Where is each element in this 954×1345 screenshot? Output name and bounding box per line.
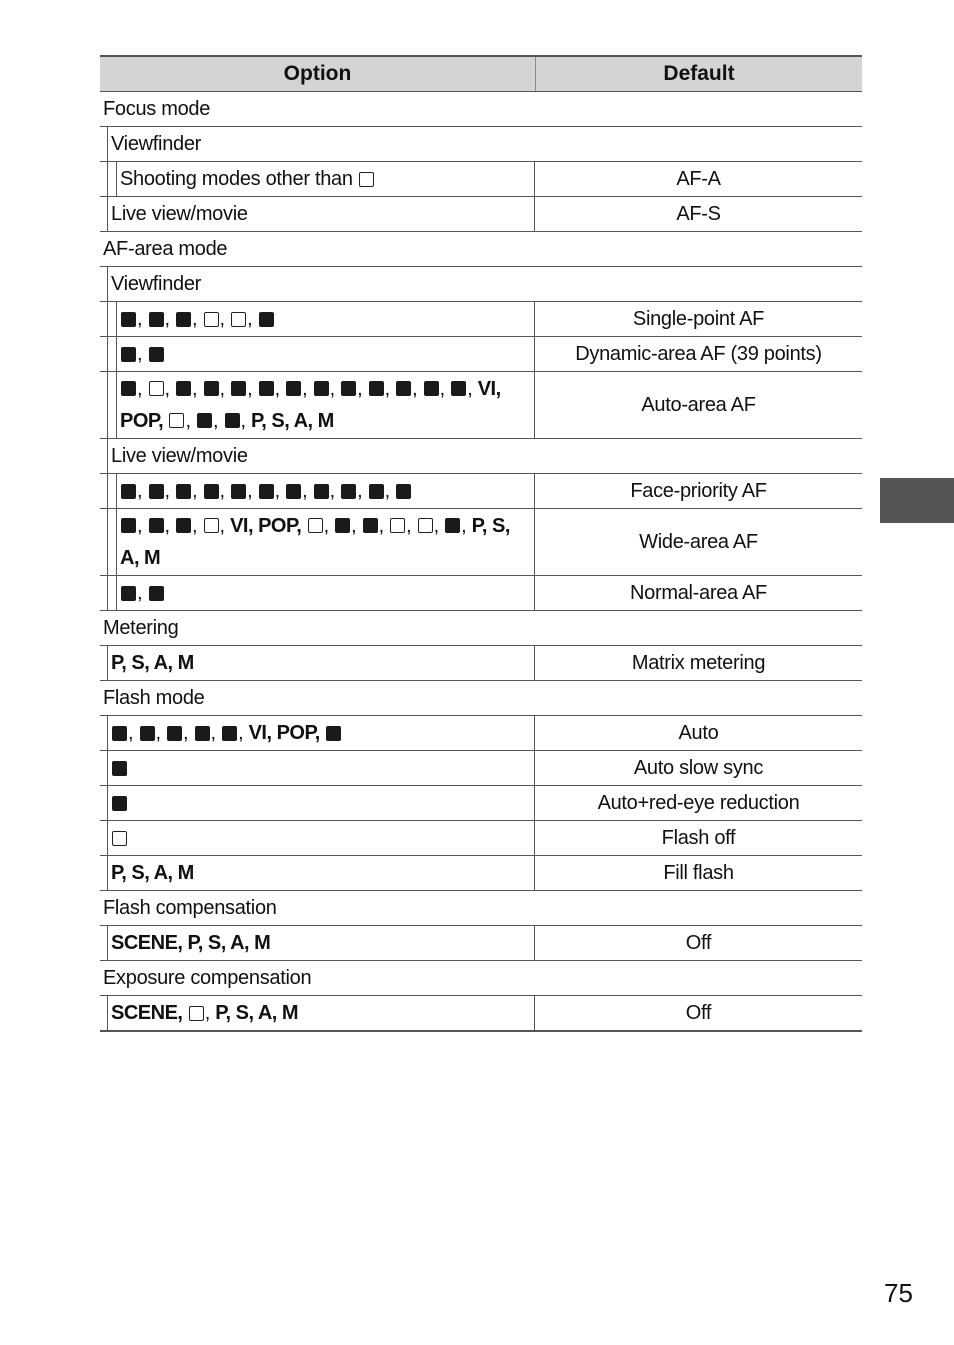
photo-illustration-icon	[308, 518, 323, 533]
photo-illustration-icon	[169, 413, 184, 428]
night-landscape-icon	[149, 518, 164, 533]
mode-text: P, S, A, M	[251, 410, 334, 432]
mode-text: A, M	[120, 547, 161, 569]
pet-portrait-icon	[176, 518, 191, 533]
section-flash-mode	[100, 681, 862, 716]
night-vision-icon	[451, 381, 466, 396]
high-key-icon	[231, 312, 246, 327]
night-landscape-icon	[286, 381, 301, 396]
party-indoor-icon	[112, 796, 127, 811]
night-portrait-icon	[204, 484, 219, 499]
mode-text: P, S, A, M	[215, 1002, 299, 1024]
table-row	[100, 786, 862, 821]
mode-text: P, S,	[471, 515, 510, 537]
settings-default-table	[100, 55, 862, 1032]
table-row: , Dynamic-area AF (39 points)	[100, 337, 862, 372]
row-value: Auto slow sync	[633, 756, 764, 779]
photo-illustration-icon	[112, 831, 127, 846]
child-icon	[176, 484, 191, 499]
table-header	[100, 57, 862, 92]
close-up-icon	[195, 726, 210, 741]
dusk-dawn-icon	[369, 381, 384, 396]
autumn-colors-icon	[369, 484, 384, 499]
header-option: Option	[100, 57, 536, 91]
mode-text: SCENE,	[111, 1002, 183, 1024]
auto-mode-icon	[121, 381, 136, 396]
selective-color-icon	[225, 413, 240, 428]
mode-text: POP,	[120, 410, 164, 432]
chapter-tab-marker	[880, 478, 954, 523]
row-value: Fill flash	[663, 861, 734, 884]
toy-camera-icon	[335, 518, 350, 533]
auto-flash-off-icon	[359, 172, 374, 187]
mode-text: SCENE, P, S, A, M	[111, 932, 271, 954]
row-value: Off	[685, 931, 712, 954]
table-row	[100, 162, 862, 197]
table-row: , , , , , , , , , , , , , VI, POP, , , , P, S, A, M Auto-area AF	[100, 372, 862, 439]
close-up-icon	[121, 312, 136, 327]
sunset-icon	[341, 381, 356, 396]
portrait-icon	[121, 484, 136, 499]
row-text: Shooting modes other than	[120, 168, 353, 190]
portrait-icon	[176, 381, 191, 396]
subsection-viewfinder	[100, 267, 862, 302]
subsection-label: Live view/movie	[111, 444, 248, 467]
toy-camera-icon	[197, 413, 212, 428]
blossom-icon	[424, 381, 439, 396]
blossom-icon	[396, 484, 411, 499]
subsection-viewfinder	[100, 127, 862, 162]
row-value: Dynamic-area AF (39 points)	[575, 342, 822, 365]
section-exposure-compensation	[100, 961, 862, 996]
section-label: Focus mode	[103, 97, 211, 120]
low-key-icon	[259, 312, 274, 327]
table-row: , , , , , , , , , , Face-priority AF	[100, 474, 862, 509]
table-row: , , , , , Single-point AF	[100, 302, 862, 337]
table-row	[100, 821, 862, 856]
table-row: , , , , VI, POP, , , , , , , P, S, A, M Wide-area AF	[100, 509, 862, 576]
beach-icon	[259, 484, 274, 499]
high-key-icon	[418, 518, 433, 533]
beach-snow-icon	[390, 518, 405, 533]
header-default: Default	[663, 62, 735, 85]
candlelight-icon	[341, 484, 356, 499]
subsection-label: Viewfinder	[111, 132, 202, 155]
autumn-colors-icon	[396, 381, 411, 396]
table-row: , , , , , VI, POP, Auto	[100, 716, 862, 751]
table-row	[100, 926, 862, 961]
auto-flash-off-icon	[189, 1006, 204, 1021]
selective-color-icon	[363, 518, 378, 533]
section-label: Exposure compensation	[103, 966, 312, 989]
auto-flash-off-icon	[204, 518, 219, 533]
mode-text: VI, POP,	[248, 722, 320, 744]
section-label: Flash mode	[103, 686, 205, 709]
food-icon	[149, 586, 164, 601]
pet-portrait-icon	[149, 347, 164, 362]
row-value: Single-point AF	[632, 307, 765, 330]
row-value: Normal-area AF	[630, 581, 767, 604]
table-row: SCENE, , P, S, A, M Off	[100, 996, 862, 1030]
row-value: AF-A	[676, 167, 721, 190]
section-metering	[100, 611, 862, 646]
section-af-area-mode	[100, 232, 862, 267]
table-row	[100, 197, 862, 232]
page-number: 75	[884, 1278, 913, 1308]
row-value: Flash off	[661, 826, 736, 849]
row-value: Auto-area AF	[641, 393, 756, 416]
section-label: AF-area mode	[103, 237, 228, 260]
child-icon	[231, 381, 246, 396]
flash-off-mode-icon	[149, 381, 164, 396]
row-value: Wide-area AF	[639, 530, 758, 553]
candlelight-icon	[149, 312, 164, 327]
dusk-dawn-icon	[314, 484, 329, 499]
low-key-icon	[445, 518, 460, 533]
auto-mode-icon	[112, 726, 127, 741]
party-indoor-icon	[231, 484, 246, 499]
row-value: Auto	[678, 721, 719, 744]
table-row: , Normal-area AF	[100, 576, 862, 611]
table-row	[100, 751, 862, 786]
portrait-icon	[140, 726, 155, 741]
section-focus-mode	[100, 92, 862, 127]
party-indoor-icon	[314, 381, 329, 396]
section-flash-compensation	[100, 891, 862, 926]
close-up-icon	[121, 586, 136, 601]
mode-text: VI, POP,	[230, 515, 302, 537]
landscape-icon	[149, 484, 164, 499]
night-portrait-icon	[259, 381, 274, 396]
row-value: Auto+red-eye reduction	[597, 791, 800, 814]
night-portrait-icon	[112, 761, 127, 776]
beach-snow-icon	[204, 312, 219, 327]
sunset-icon	[286, 484, 301, 499]
section-label: Flash compensation	[103, 896, 277, 919]
mode-text: P, S, A, M	[111, 862, 194, 884]
table-row	[100, 646, 862, 681]
food-icon	[176, 312, 191, 327]
sports-icon	[121, 518, 136, 533]
landscape-icon	[204, 381, 219, 396]
row-value: Off	[685, 1001, 712, 1024]
child-icon	[167, 726, 182, 741]
subsection-label: Viewfinder	[111, 272, 202, 295]
subsection-live-view	[100, 439, 862, 474]
toy-camera-icon	[326, 726, 341, 741]
table-row	[100, 856, 862, 891]
row-text: Live view/movie	[111, 203, 248, 225]
row-value: Face-priority AF	[630, 479, 767, 502]
mode-text: VI,	[477, 378, 501, 400]
row-value: AF-S	[676, 202, 721, 225]
pet-portrait-icon	[222, 726, 237, 741]
sports-icon	[121, 347, 136, 362]
row-value: Matrix metering	[631, 651, 766, 674]
mode-text: P, S, A, M	[111, 652, 194, 674]
section-label: Metering	[103, 616, 179, 639]
